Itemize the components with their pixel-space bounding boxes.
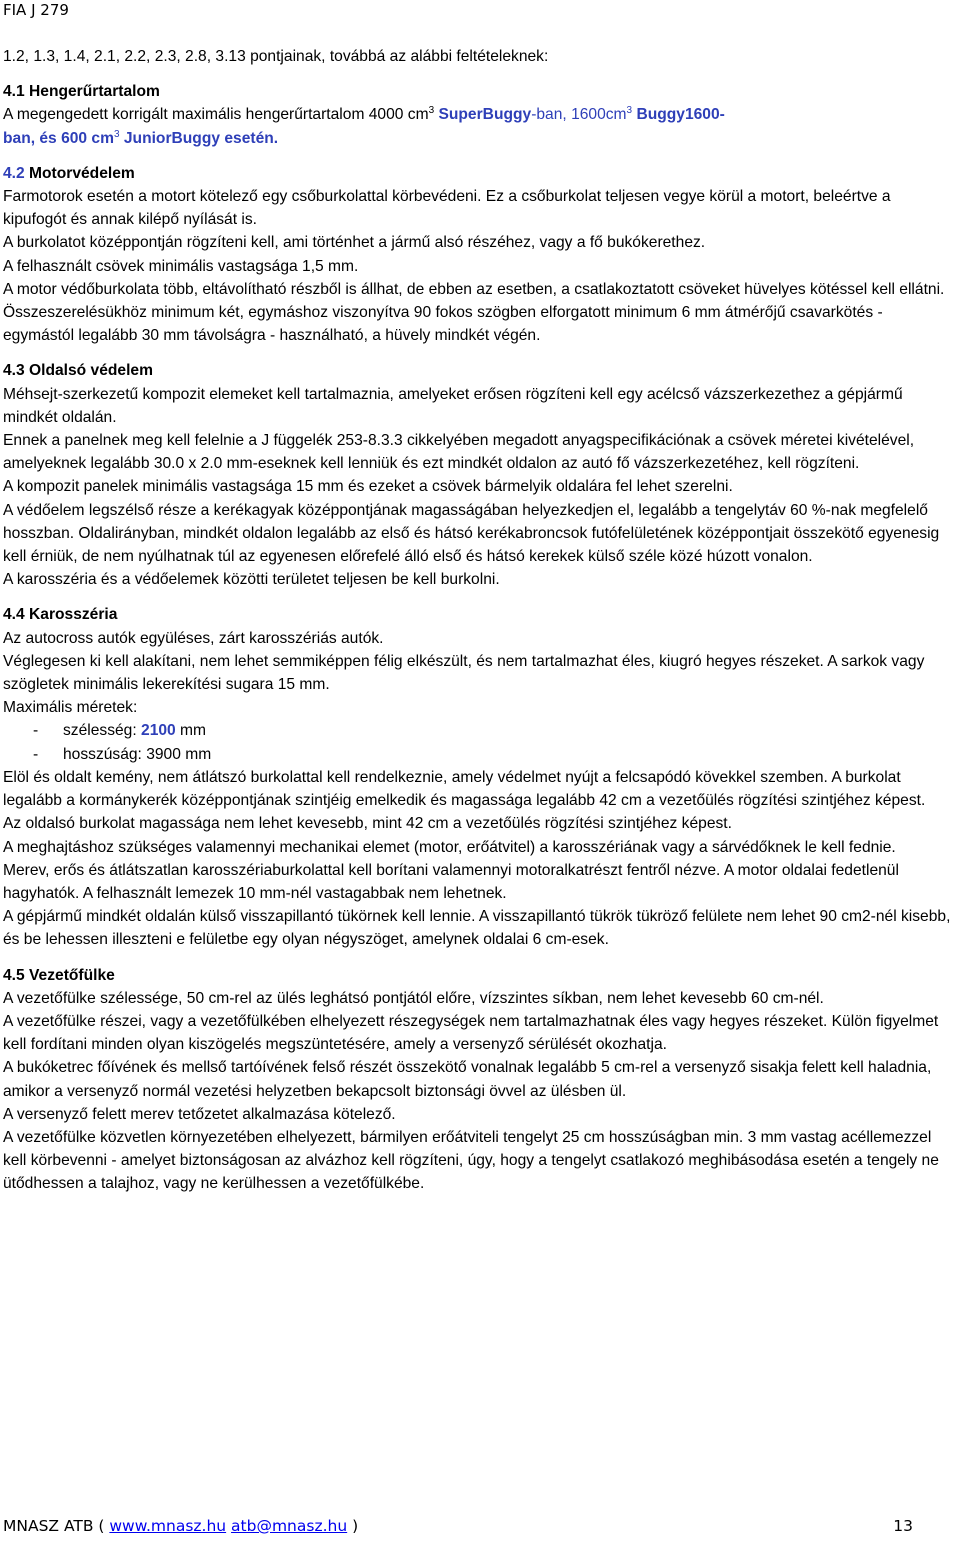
section-4-4-p5: Az oldalsó burkolat magassága nem lehet kevesebb, mint 42 cm a vezetőülés rögzítési szintjéhez képest. <box>3 815 732 833</box>
section-4-5-p5: A vezetőfülke közvetlen környezetében elhelyezett, bármilyen erőátviteli tengelyt 25 cm hosszúságban min. 3 mm vastag acéllemezzel kell körbevenni - amelyet biztonságosan az alvázhoz kell rögzíteni, úgy, hogy a tengelyt csatlakozó meghibásodása esetén a tengely ne ütődhessen a talajhoz, vagy ne kerülhessen a vezetőfülkébe. <box>3 1128 939 1193</box>
width-label: szélesség: <box>63 722 142 740</box>
section-4-5-p4: A versenyző felett merev tetőzetet alkalmazása kötelező. <box>3 1105 396 1123</box>
section-4-4-p8: A gépjármű mindkét oldalán külső visszapillantó tükörnek kell lennie. A visszapillantó tükrök tükröző felülete nem lehet 90 cm2-nél kisebb, és be lehessen illeszteni e felületbe egy olyan négyszöget, amelynek oldalai 6 cm-esek. <box>3 908 951 949</box>
width-unit: mm <box>175 722 207 740</box>
displacement-mid-text: -ban, 1600cm <box>531 106 627 124</box>
section-4-5-heading: 4.5 Vezetőfülke <box>3 966 115 984</box>
section-4-2-p3: A felhasznált csövek minimális vastagsága 1,5 mm. <box>3 257 359 275</box>
superscript-3: 3 <box>428 105 435 117</box>
section-4-2-p4: A motor védőburkolata több, eltávolítható részből is állhat, de ebben az esetben, a csatlakoztatott csöveket hüvelyes kötéssel kell ellátni. Összeszerelésükhöz minimum két, egymáshoz viszonyítva 90 fokos szögben elforgatott minimum 6 mm átmérőjű csavarkötés - egymástól legalább 30 mm távolságra - használható, a hüvely mindkét végén. <box>3 280 945 345</box>
junior-prefix: ban, és 600 cm <box>3 129 114 147</box>
website-link[interactable]: www.mnasz.hu <box>109 1517 227 1535</box>
page-footer <box>3 1516 913 1536</box>
section-4-2 <box>3 162 958 348</box>
superscript-3b: 3 <box>626 105 633 117</box>
section-4-2-p1: Farmotorok esetén a motort kötelező egy csőburkolattal körbevédeni. Ez a csőburkolat teljesen vegye körül a motort, beleértve a kipufogót és annak kilépő nyílását is. <box>3 188 891 229</box>
footer-suffix: ) <box>347 1517 359 1535</box>
section-4-3-p3: A kompozit panelek minimális vastagsága 15 mm és ezeket a csövek bármelyik oldalára fel lehet szerelni. <box>3 478 733 496</box>
document-body <box>3 45 958 1196</box>
section-4-3-p4: A védőelem legszélső része a kerékagyak középpontjának magasságában helyezkedjen el, legalább a tengelytáv 60 %-nak megfelelő hosszban. Oldalirányban, mindkét oldalon legalább az első és hátsó kerékabroncsok futófelületének középpontjait összekötő egyenesig kell érniük, de nem nyúlhatnak túl az egyenesen előrefelé álló első és hátsó kerekek külső széle közé húzott vonalon. <box>3 501 940 566</box>
section-4-3-heading: 4.3 Oldalsó védelem <box>3 362 153 380</box>
email-link[interactable]: atb@mnasz.hu <box>231 1517 348 1535</box>
section-4-1-heading: 4.1 Hengerűrtartalom <box>3 83 160 101</box>
section-4-2-title: Motorvédelem <box>24 164 135 182</box>
section-4-4-p7: Merev, erős és átlátszatlan karosszériaburkolattal kell borítani valamennyi motoralkatrészt fentről nézve. A motor oldalai fedetlenül hagyhatók. A felhasznált lemezek 10 mm-nél vastagabbak nem lehetnek. <box>3 861 899 902</box>
dimension-width-item <box>3 719 958 742</box>
section-4-5 <box>3 964 958 1196</box>
dimension-length-item <box>3 743 958 766</box>
intro-paragraph: 1.2, 1.3, 1.4, 2.1, 2.2, 2.3, 2.8, 3.13 pontjainak, továbbá az alábbi feltételeknek: <box>3 48 549 65</box>
dash-bullet: - <box>33 745 39 763</box>
section-4-1 <box>3 80 958 150</box>
footer-prefix: MNASZ ATB ( <box>3 1517 110 1535</box>
superscript-3c: 3 <box>113 128 120 140</box>
displacement-text: A megengedett korrigált maximális hengerűrtartalom 4000 cm <box>3 106 429 124</box>
section-4-3-p2: Ennek a panelnek meg kell felelnie a J függelék 253-8.3.3 cikkelyében megadott anyagspecifikációnak a csövek méretei kivételével, amelyeknek legalább 30.0 x 2.0 mm-eseknek kell lenniük és ezt mindkét oldalon az autó fő vázszerkezetéhez, kell rögzíteni. <box>3 432 915 473</box>
superbuggy-term: SuperBuggy <box>438 106 532 124</box>
section-4-4-p3: Maximális méretek: <box>3 699 138 717</box>
juniorbuggy-term: JuniorBuggy esetén. <box>123 129 279 147</box>
section-4-5-p2: A vezetőfülke részei, vagy a vezetőfülkében elhelyezett részegységek nem tartalmazhatnak éles vagy hegyes részeket. Külön figyelmet kell fordítani minden olyan kiszögelés megszüntetésére, amely a versenyző sérülését okozhatja. <box>3 1012 939 1054</box>
section-4-4-p1: Az autocross autók együléses, zárt karosszériás autók. <box>3 629 384 647</box>
page-number: 13 <box>893 1517 913 1535</box>
section-4-4-p4: Elöl és oldalt kemény, nem átlátszó burkolattal kell rendelkeznie, amely védelmet nyújt a felcsapódó kövekkel szemben. A burkolat legalább a kormánykerék középpontjának szintjéig emelkedik és magassága legalább 42 cm a vezetőülés rögzítési szintjéhez képest. <box>3 768 926 810</box>
section-4-3 <box>3 359 958 591</box>
section-4-1-text <box>3 103 958 149</box>
section-4-4-p6: A meghajtáshoz szükséges valamennyi mechanikai elemet (motor, erőátvitel) a karosszériának vagy a sárvédőknek le kell fednie. <box>3 838 896 856</box>
buggy1600-term: Buggy1600- <box>636 106 725 124</box>
section-4-4 <box>3 603 958 951</box>
section-4-2-p2: A burkolatot középpontján rögzíteni kell, ami történhet a jármű alsó részéhez, vagy a fő bukókerethez. <box>3 234 706 252</box>
length-text: hosszúság: 3900 mm <box>63 745 212 763</box>
section-4-5-p3: A bukóketrec főívének és mellső tartóívének felső részét összekötő vonalnak legalább 5 cm-rel a versenyző sisakja felett kell haladnia, amikor a versenyző normál vezetési helyzetben bekapcsolt biztonsági övvel az ülésben ül. <box>3 1059 932 1100</box>
section-4-3-p5: A karosszéria és a védőelemek közötti területet teljesen be kell burkolni. <box>3 571 500 589</box>
section-4-3-p1: Méhsejt-szerkezetű kompozit elemeket kell tartalmaznia, amelyeket erősen rögzíteni kell egy acélcső vázszerkezethez a gépjármű mindkét oldalán. <box>3 385 903 426</box>
width-value: 2100 <box>141 722 176 740</box>
section-4-4-heading: 4.4 Karosszéria <box>3 606 118 624</box>
section-4-5-p1: A vezetőfülke szélessége, 50 cm-rel az ülés leghátsó pontjától előre, vízszintes síkban, nem lehet kevesebb 60 cm-nél. <box>3 989 824 1007</box>
section-4-2-heading <box>3 162 958 185</box>
page-header: FIA J 279 <box>3 1 69 19</box>
dash-bullet: - <box>33 722 39 740</box>
section-4-4-p2: Véglegesen ki kell alakítani, nem lehet semmiképpen félig elkészült, és nem tartalmazhat éles, kiugró hegyes részeket. A sarkok vagy szögletek minimális lekerekítési sugara 15 mm. <box>3 652 925 694</box>
section-4-2-number: 4.2 <box>3 164 25 182</box>
